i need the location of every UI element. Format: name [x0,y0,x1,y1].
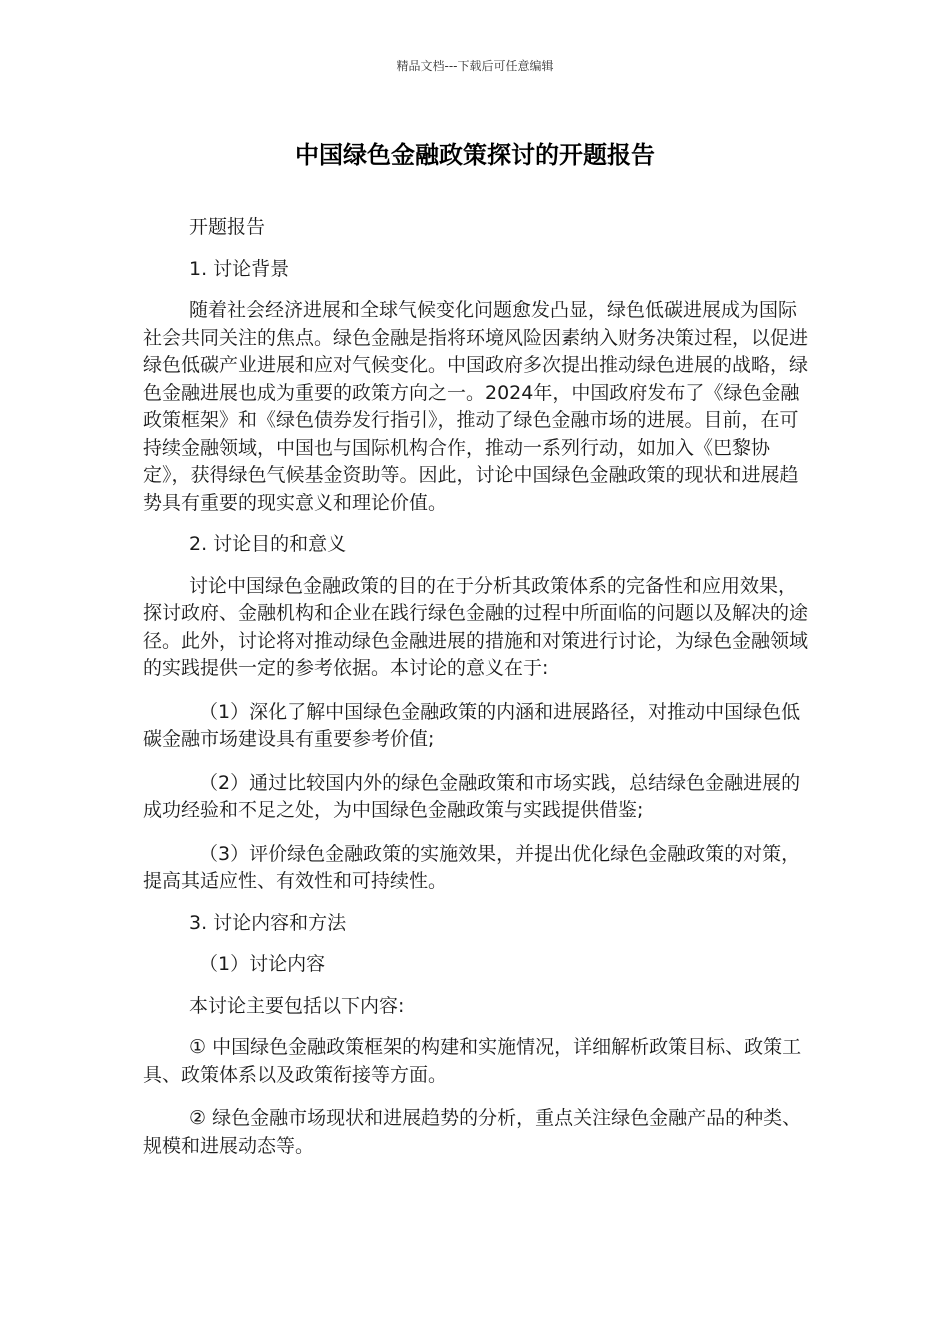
list-item-significance-1: （1）深化了解中国绿色金融政策的内涵和进展路径，对推动中国绿色低碳金融市场建设具有重要参考价值; [143,700,801,750]
section-heading-background: 1. 讨论背景 [189,257,290,280]
document-body [143,214,808,1160]
paragraph-background: 随着社会经济进展和全球气候变化问题愈发凸显，绿色低碳进展成为国际社会共同关注的焦点。绿色金融是指将环境风险因素纳入财务决策过程，以促进绿色低碳产业进展和应对气候变化。中国政府多次提出推动绿色进展的战略，绿色金融进展也成为重要的政策方向之一。2024年，中国政府发布了《绿色金融政策框架》和《绿色债券发行指引》，推动了绿色金融市场的进展。目前，在可持续金融领域，中国也与国际机构合作，推动一系列行动，如加入《巴黎协定》，获得绿色气候基金资助等。因此，讨论中国绿色金融政策的现状和进展趋势具有重要的现实意义和理论价值。 [143,299,809,514]
section-heading-purpose: 2. 讨论目的和意义 [189,533,347,555]
section-heading-content-method: 3. 讨论内容和方法 [189,911,347,934]
page-header-note: 精品文档---下载后可任意编辑 [396,59,554,73]
list-item-significance-3: （3）评价绿色金融政策的实施效果，并提出优化绿色金融政策的对策，提高其适应性、有效性和可持续性。 [143,842,801,892]
list-item-significance-2: （2）通过比较国内外的绿色金融政策和市场实践，总结绿色金融进展的成功经验和不足之处，为中国绿色金融政策与实践提供借鉴; [143,771,801,821]
section-heading-report: 开题报告 [189,216,266,238]
document-title: 中国绿色金融政策探讨的开题报告 [295,141,655,169]
list-item-content-1: ① 中国绿色金融政策框架的构建和实施情况，详细解析政策目标、政策工具、政策体系以及政策衔接等方面。 [143,1036,802,1086]
list-item-content-2: ② 绿色金融市场现状和进展趋势的分析，重点关注绿色金融产品的种类、规模和进展动态等。 [143,1107,802,1157]
paragraph-purpose: 讨论中国绿色金融政策的目的在于分析其政策体系的完备性和应用效果，探讨政府、金融机构和企业在践行绿色金融的过程中所面临的问题以及解决的途径。此外，讨论将对推动绿色金融进展的措施和对策进行讨论，为绿色金融领域的实践提供一定的参考依据。本讨论的意义在于: [143,574,809,679]
paragraph-content-intro: 本讨论主要包括以下内容: [189,994,405,1017]
subsection-heading-content: （1）讨论内容 [199,953,326,975]
